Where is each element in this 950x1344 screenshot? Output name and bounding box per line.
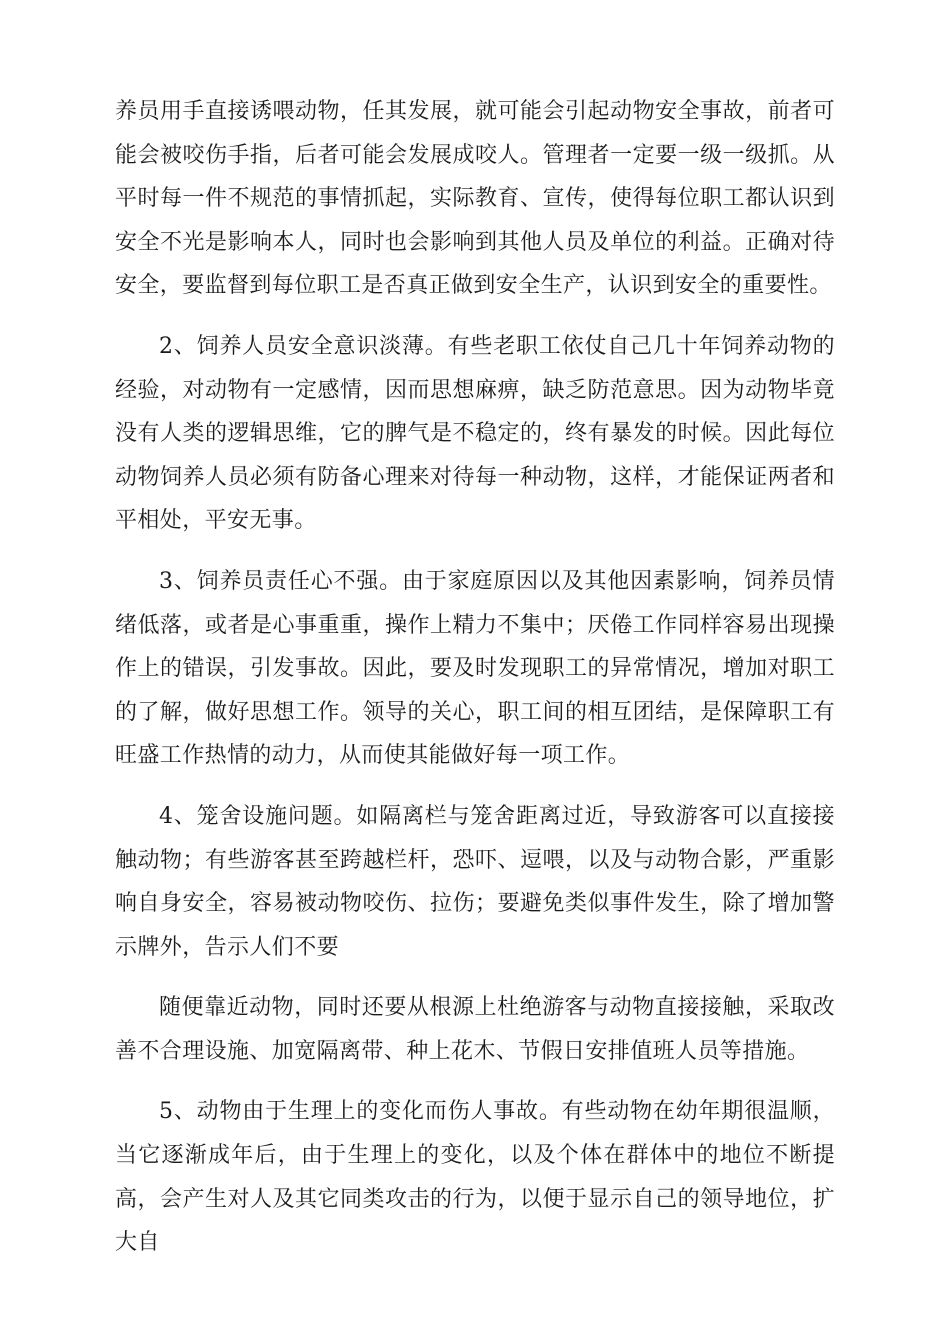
paragraph-item-4-continued: 随便靠近动物，同时还要从根源上杜绝游客与动物直接接触，采取改善不合理设施、加宽隔离带、种上花木、节假日安排值班人员等措施。 <box>115 995 835 1064</box>
paragraph-item-2: 2、饲养人员安全意识淡薄。有些老职工依仗自己几十年饲养动物的经验，对动物有一定感情，因而思想麻痹，缺乏防范意思。因为动物毕竟没有人类的逻辑思维，它的脾气是不稳定的，终有暴发的时候。因此每位动物饲养人员必须有防备心理来对待每一种动物，这样，才能保证两者和平相处，平安无事。 <box>115 333 835 534</box>
paragraph-continued: 养员用手直接诱喂动物，任其发展，就可能会引起动物安全事故，前者可能会被咬伤手指，后者可能会发展成咬人。管理者一定要一级一级抓。从平时每一件不规范的事情抓起，实际教育、宣传，使得每位职工都认识到安全不光是影响本人，同时也会影响到其他人员及单位的利益。正确对待安全，要监督到每位职工是否真正做到安全生产，认识到安全的重要性。 <box>115 99 835 299</box>
paragraph-item-3: 3、饲养员责任心不强。由于家庭原因以及其他因素影响，饲养员情绪低落，或者是心事重重，操作上精力不集中；厌倦工作同样容易出现操作上的错误，引发事故。因此，要及时发现职工的异常情况，增加对职工的了解，做好思想工作。领导的关心，职工间的相互团结，是保障职工有旺盛工作热情的动力，从而使其能做好每一项工作。 <box>115 568 835 769</box>
paragraph-item-5: 5、动物由于生理上的变化而伤人事故。有些动物在幼年期很温顺，当它逐渐成年后，由于生理上的变化，以及个体在群体中的地位不断提高，会产生对人及其它同类攻击的行为，以便于显示自己的领导地位，扩大自 <box>115 1099 835 1256</box>
paragraph-item-4: 4、笼舍设施问题。如隔离栏与笼舍距离过近，导致游客可以直接接触动物；有些游客甚至跨越栏杆，恐吓、逗喂，以及与动物合影，严重影响自身安全，容易被动物咬伤、拉伤；要避免类似事件发生，除了增加警示牌外，告示人们不要 <box>115 803 835 960</box>
document-body <box>115 90 835 1282</box>
